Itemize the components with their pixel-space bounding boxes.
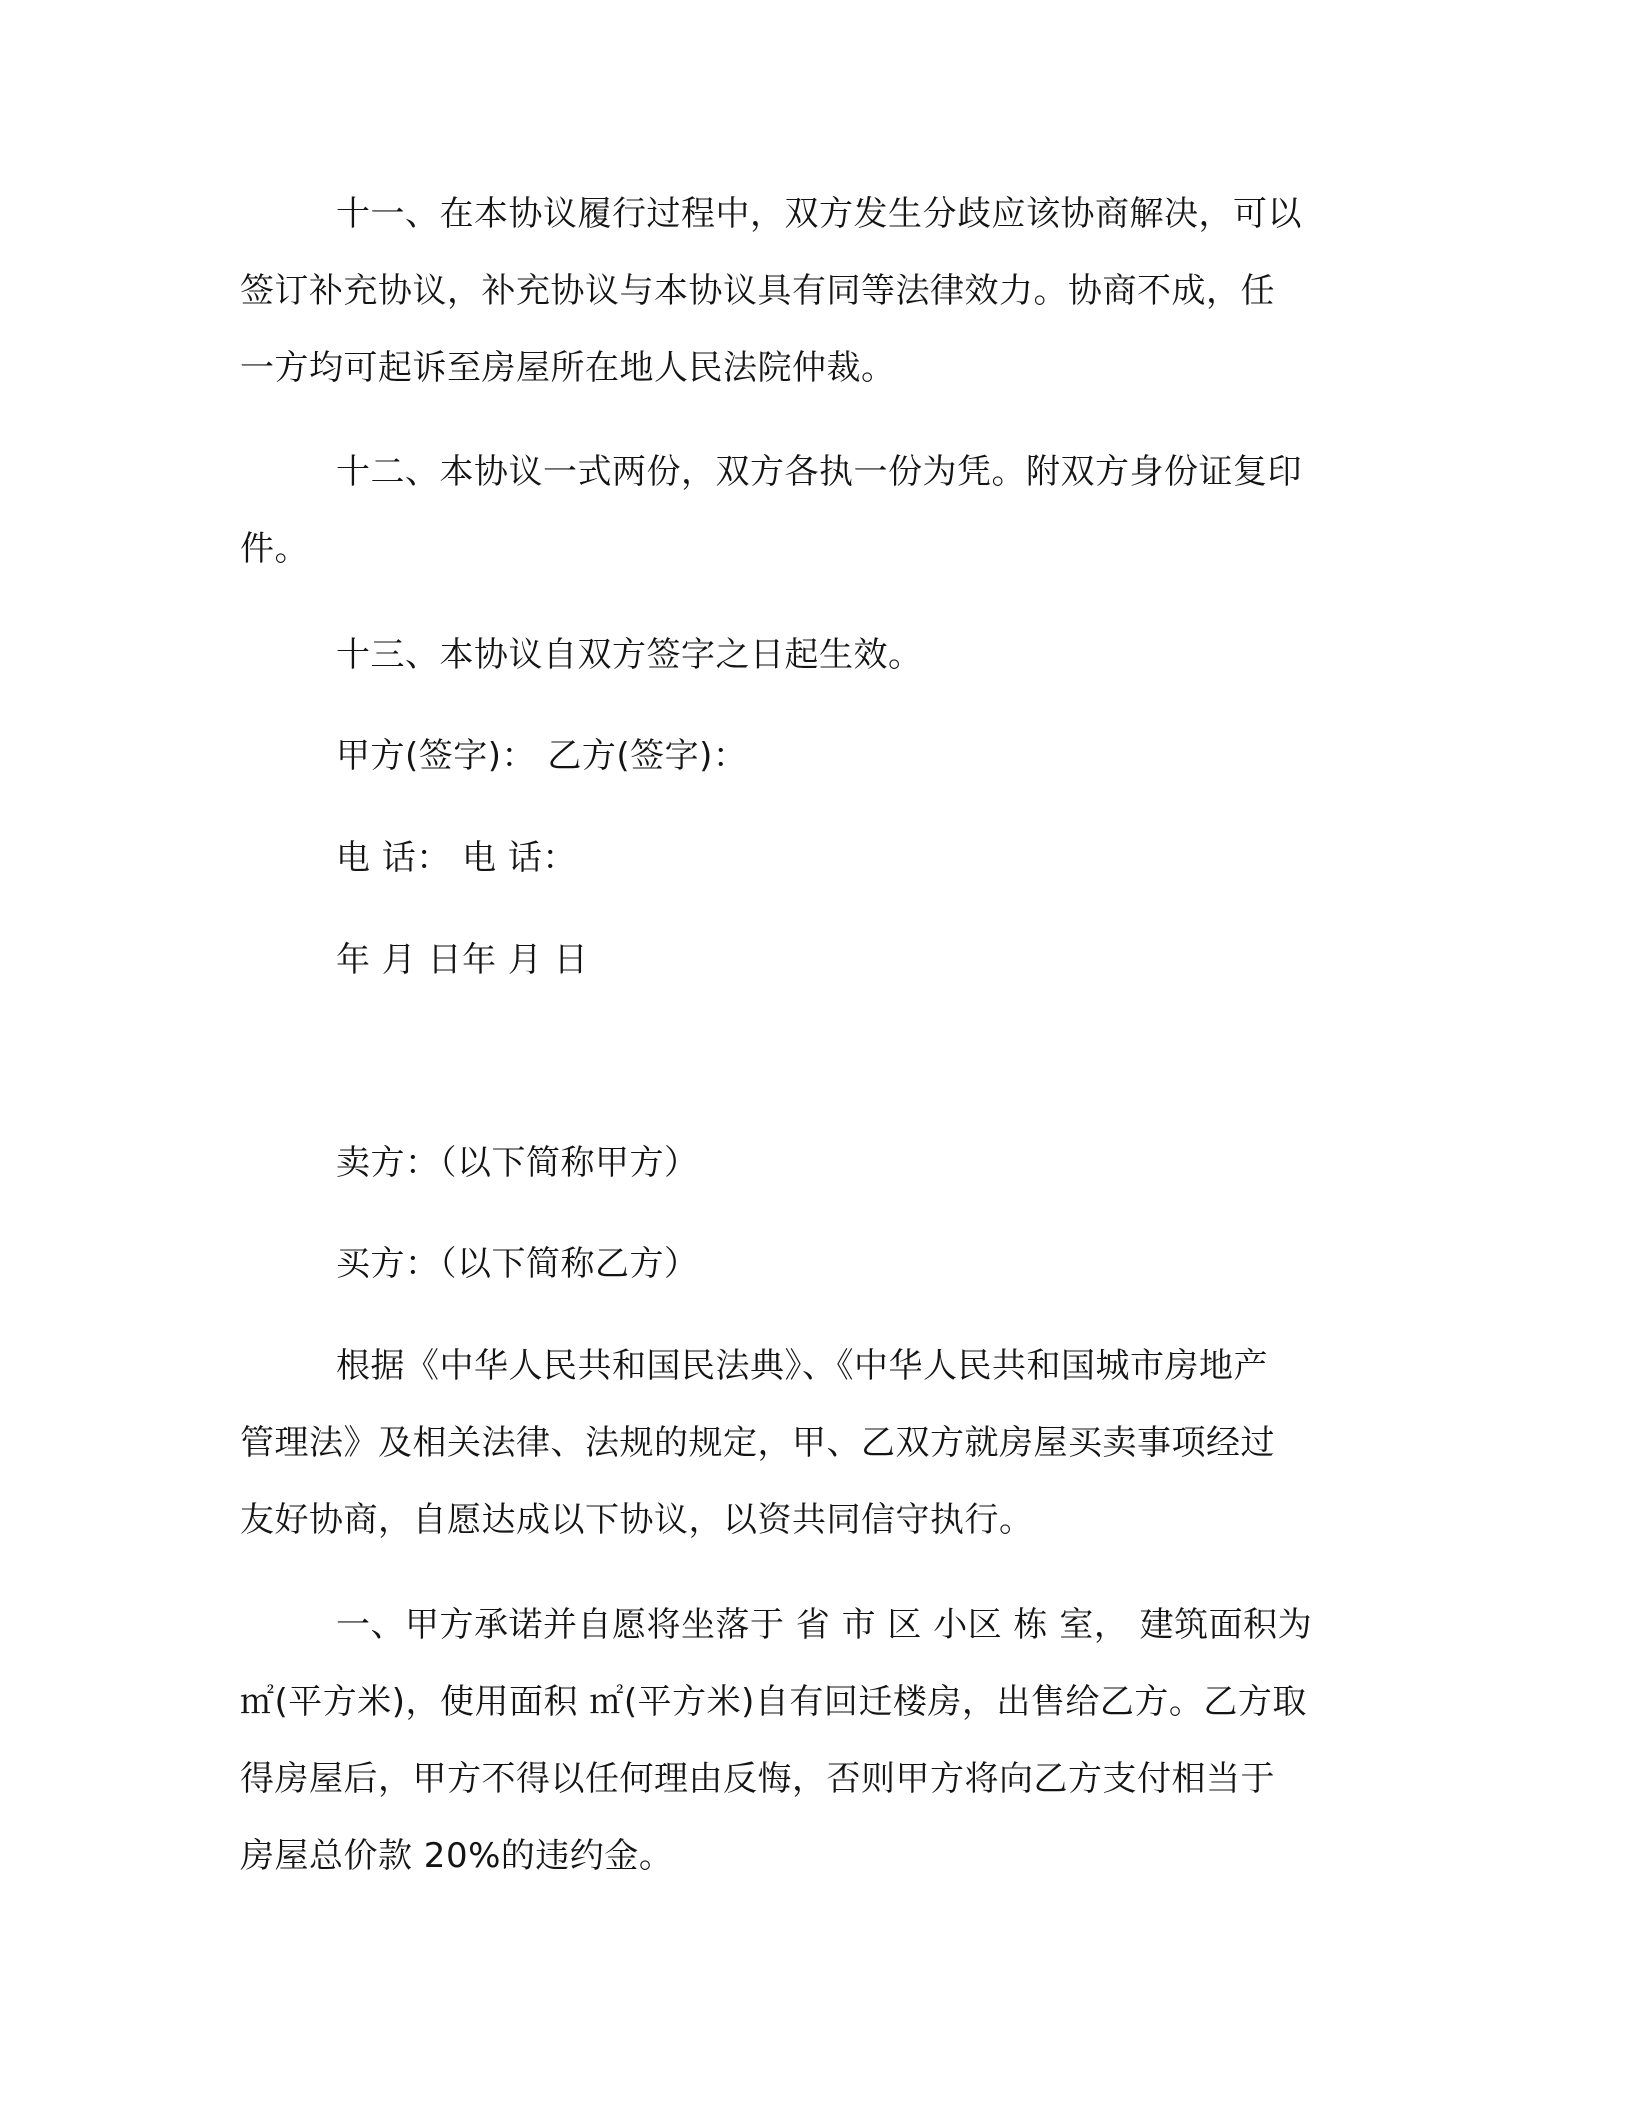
clause-11-line-1: 十一、在本协议履行过程中，双方发生分歧应该协商解决，可以 — [336, 194, 1302, 234]
clause-11-line-3: 一方均可起诉至房屋所在地人民法院仲裁。 — [240, 348, 896, 388]
buyer-line: 买方：（以下简称乙方） — [336, 1244, 699, 1284]
preamble-line-2: 管理法》及相关法律、法规的规定，甲、乙双方就房屋买卖事项经过 — [240, 1423, 1275, 1463]
clause-11-paragraph — [240, 176, 1380, 407]
seller-line: 卖方：（以下简称甲方） — [336, 1143, 699, 1183]
clause-12-line-2: 件。 — [240, 529, 309, 569]
clause-12-paragraph — [240, 434, 1380, 588]
clause-1-line-3: 得房屋后，甲方不得以任何理由反悔，否则甲方将向乙方支付相当于 — [240, 1759, 1275, 1799]
clause-13-paragraph — [240, 617, 1380, 694]
clause-1-paragraph — [240, 1587, 1380, 1895]
clause-13-line-1: 十三、本协议自双方签字之日起生效。 — [336, 635, 923, 675]
phone-line: 电 话： 电 话： — [336, 838, 577, 878]
clause-1-line-1: 一、甲方承诺并自愿将坐落于 省 市 区 小区 栋 室， 建筑面积为 — [336, 1605, 1313, 1645]
clause-12-line-1: 十二、本协议一式两份，双方各执一份为凭。附双方身份证复印 — [336, 452, 1302, 492]
clause-1-line-4: 房屋总价款 20%的违约金。 — [240, 1836, 674, 1876]
date-line: 年 月 日年 月 日 — [336, 940, 589, 980]
preamble-line-3: 友好协商，自愿达成以下协议，以资共同信守执行。 — [240, 1500, 1034, 1540]
clause-1-line-2: ㎡(平方米)，使用面积 ㎡(平方米)自有回迁楼房，出售给乙方。乙方取 — [240, 1682, 1307, 1722]
signature-line: 甲方(签字)： 乙方(签字)： — [336, 736, 748, 776]
clause-11-line-2: 签订补充协议，补充协议与本协议具有同等法律效力。协商不成，任 — [240, 271, 1275, 311]
preamble-paragraph — [240, 1328, 1380, 1559]
preamble-line-1: 根据《中华人民共和国民法典》、《中华人民共和国城市房地产 — [336, 1346, 1268, 1386]
